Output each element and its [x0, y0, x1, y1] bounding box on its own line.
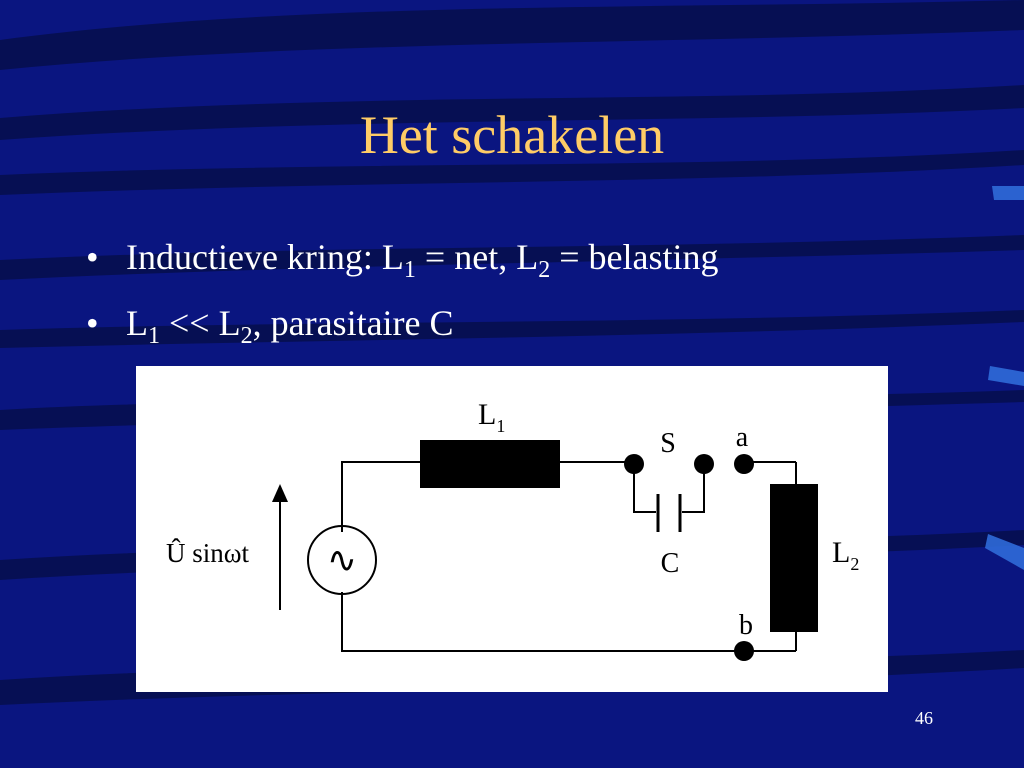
bullet-item [86, 298, 718, 348]
page-number: 46 [915, 708, 933, 728]
bullet-list [86, 232, 718, 364]
wire [342, 462, 420, 532]
bullet-text: , parasitaire C [252, 303, 454, 343]
arrow-head-icon [272, 484, 288, 502]
node-b [734, 641, 754, 661]
node-a [734, 454, 754, 474]
inductor-l1 [420, 440, 560, 488]
inductor2-label: $L_2$ [832, 536, 860, 574]
subscript: 1 [403, 257, 416, 283]
terminal-b-label: b [739, 610, 753, 641]
switch-label: S [660, 428, 676, 459]
subscript: 2 [240, 323, 253, 349]
bullet-text: = belasting [550, 237, 719, 277]
capacitor-label: C [660, 548, 680, 579]
bullet-text: << L [160, 303, 241, 343]
circuit-diagram [136, 366, 888, 692]
source-label: Û sinωt [166, 538, 250, 568]
bullet-marker: • [86, 303, 99, 343]
slide-title: Het schakelen [359, 105, 665, 165]
wire [342, 592, 744, 651]
inductor1-label: $L_1$ [478, 398, 506, 436]
bullet-text: Inductieve kring: L [126, 237, 404, 277]
bullet-text: = net, L [415, 237, 539, 277]
switch-terminal [624, 454, 644, 474]
switch-terminal [694, 454, 714, 474]
bullet-item [86, 232, 718, 282]
inductor-l2 [770, 484, 818, 632]
sine-wave-icon: ∿ [326, 540, 358, 580]
subscript: 1 [148, 323, 160, 349]
terminal-a-label: a [735, 422, 749, 453]
bullet-text: L [126, 303, 148, 343]
subscript: 2 [538, 257, 551, 283]
bullet-marker: • [86, 237, 99, 277]
